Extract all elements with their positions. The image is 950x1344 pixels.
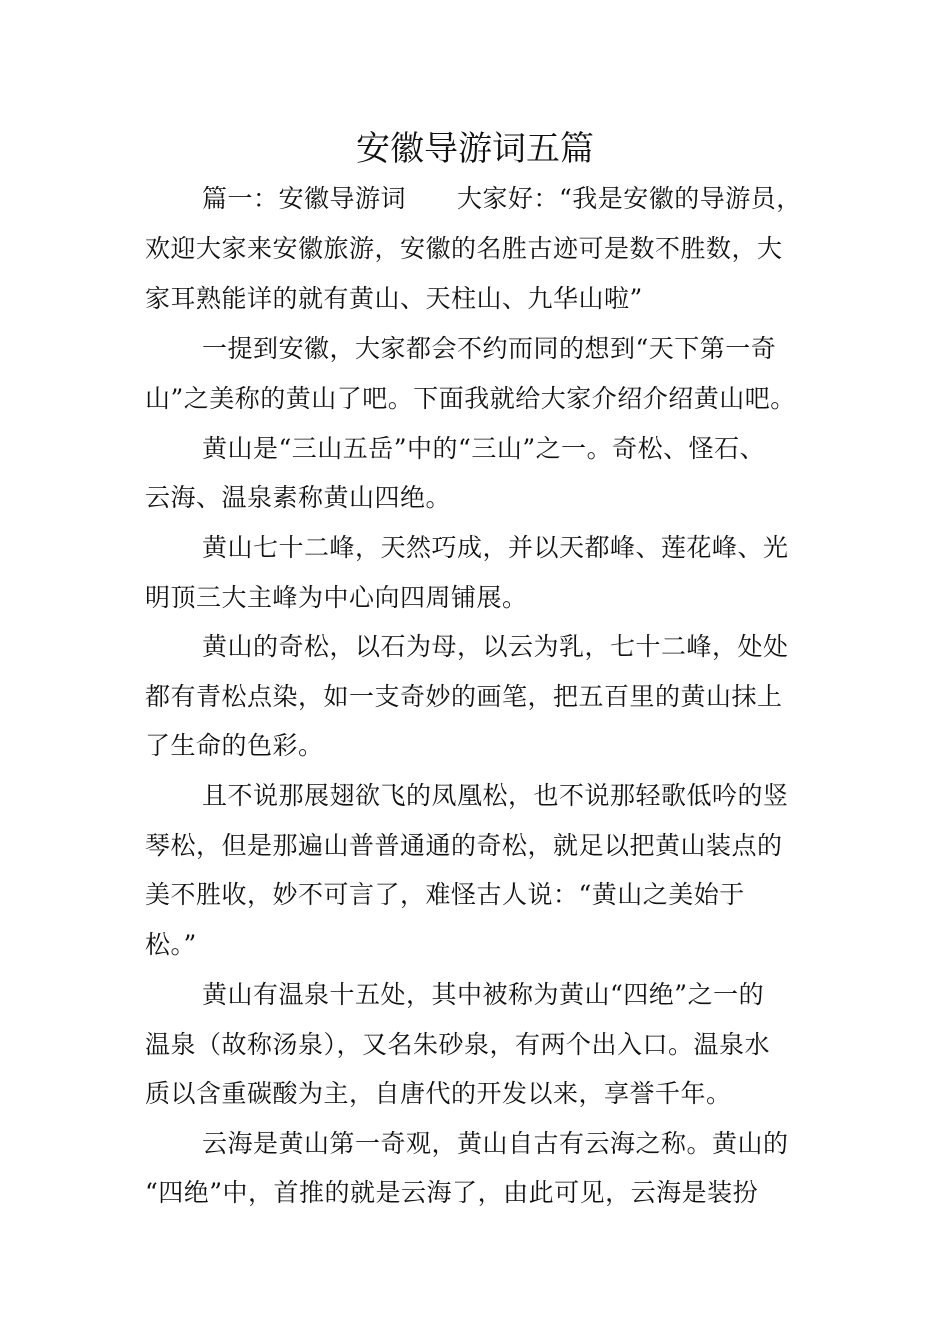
paragraph-line: 云海是黄山第一奇观，黄山自古有云海之称。黄山的 (202, 1129, 789, 1158)
paragraph-line: 云海、温泉素称黄山四绝。 (145, 483, 452, 512)
paragraph-line: 都有青松点染，如一支奇妙的画笔，把五百里的黄山抹上 (145, 682, 783, 711)
paragraph-line: 了生命的色彩。 (145, 731, 324, 760)
paragraph-line: 松。” (145, 930, 197, 959)
paragraph-line: 温泉（故称汤泉），又名朱砂泉，有两个出入口。温泉水 (145, 1030, 771, 1059)
paragraph-line: 琴松，但是那遍山普普通通的奇松，就足以把黄山装点的 (145, 831, 783, 860)
paragraph-line: 篇一：安徽导游词 大家好：“我是安徽的导游员， (202, 184, 802, 213)
paragraph-line: 明顶三大主峰为中心向四周铺展。 (145, 583, 528, 612)
paragraph-line: 山”之美称的黄山了吧。下面我就给大家介绍介绍黄山吧。 (145, 384, 796, 413)
page-title: 安徽导游词五篇 (356, 129, 594, 169)
paragraph-line: 美不胜收，妙不可言了，难怪古人说：“黄山之美始于 (145, 880, 745, 909)
paragraph-line: 黄山七十二峰，天然巧成，并以天都峰、莲花峰、光 (202, 533, 789, 562)
paragraph-line: “四绝”中，首推的就是云海了，由此可见，云海是装扮 (145, 1178, 759, 1207)
paragraph-line: 黄山是“三山五岳”中的“三山”之一。奇松、怪石、 (202, 434, 766, 463)
paragraph-line: 黄山的奇松，以石为母，以云为乳，七十二峰，处处 (202, 632, 789, 661)
paragraph-line: 质以含重碳酸为主，自唐代的开发以来，享誉千年。 (145, 1079, 732, 1108)
paragraph-line: 且不说那展翅欲飞的凤凰松，也不说那轻歌低吟的竖 (202, 781, 789, 810)
paragraph-line: 一提到安徽，大家都会不约而同的想到“天下第一奇 (202, 334, 777, 363)
paragraph-line: 黄山有温泉十五处，其中被称为黄山“四绝”之一的 (202, 980, 765, 1009)
paragraph-line: 欢迎大家来安徽旅游，安徽的名胜古迹可是数不胜数，大 (145, 234, 783, 263)
paragraph-line: 家耳熟能详的就有黄山、天柱山、九华山啦” (145, 284, 643, 313)
